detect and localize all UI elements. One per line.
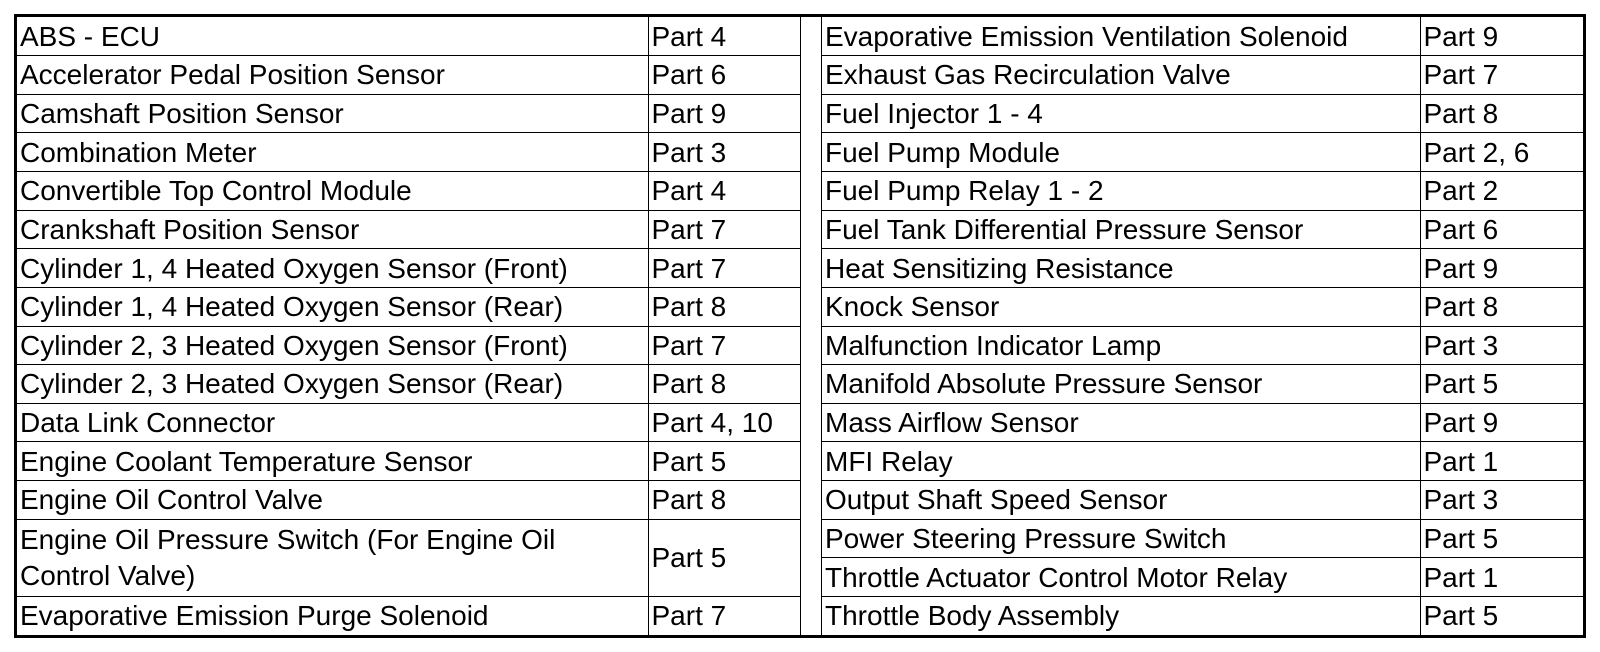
table-row	[17, 365, 800, 404]
component-cell: Data Link Connector	[17, 403, 648, 442]
part-cell: Part 6	[1420, 210, 1583, 249]
component-cell: Knock Sensor	[822, 287, 1420, 326]
component-cell: Engine Oil Control Valve	[17, 481, 648, 520]
component-cell: Fuel Tank Differential Pressure Sensor	[822, 210, 1420, 249]
component-cell: Evaporative Emission Purge Solenoid	[17, 596, 648, 635]
component-cell: Cylinder 2, 3 Heated Oxygen Sensor (Rear)	[17, 365, 648, 404]
component-cell: Engine Oil Pressure Switch (For Engine Oil Control Valve)	[17, 519, 648, 596]
component-cell: Engine Coolant Temperature Sensor	[17, 442, 648, 481]
component-cell: Accelerator Pedal Position Sensor	[17, 56, 648, 95]
table-row	[822, 94, 1583, 133]
table-row	[17, 17, 800, 56]
part-cell: Part 5	[648, 442, 800, 481]
column-gap	[800, 17, 822, 635]
table-row	[17, 210, 800, 249]
component-cell: Exhaust Gas Recirculation Valve	[822, 56, 1420, 95]
component-cell: Malfunction Indicator Lamp	[822, 326, 1420, 365]
part-cell: Part 8	[648, 365, 800, 404]
component-cell: Evaporative Emission Ventilation Solenoid	[822, 17, 1420, 56]
table-row	[17, 403, 800, 442]
table-row	[17, 326, 800, 365]
part-cell: Part 9	[1420, 403, 1583, 442]
part-cell: Part 2, 6	[1420, 133, 1583, 172]
table-row	[822, 210, 1583, 249]
component-cell: Fuel Injector 1 - 4	[822, 94, 1420, 133]
component-cell: Combination Meter	[17, 133, 648, 172]
table-row	[822, 326, 1583, 365]
component-cell: Cylinder 2, 3 Heated Oxygen Sensor (Front)	[17, 326, 648, 365]
part-cell: Part 2	[1420, 172, 1583, 211]
part-cell: Part 7	[648, 596, 800, 635]
table-row	[822, 172, 1583, 211]
table-row	[822, 442, 1583, 481]
part-cell: Part 8	[1420, 94, 1583, 133]
part-cell: Part 4	[648, 17, 800, 56]
component-cell: Cylinder 1, 4 Heated Oxygen Sensor (Rear)	[17, 287, 648, 326]
part-cell: Part 5	[1420, 519, 1583, 558]
table-row	[822, 403, 1583, 442]
table-row	[822, 17, 1583, 56]
component-cell: Throttle Body Assembly	[822, 596, 1420, 635]
table-row	[822, 133, 1583, 172]
component-cell: Fuel Pump Relay 1 - 2	[822, 172, 1420, 211]
right-table	[822, 17, 1583, 635]
part-cell: Part 4	[648, 172, 800, 211]
table-row	[17, 133, 800, 172]
component-cell: Cylinder 1, 4 Heated Oxygen Sensor (Front)	[17, 249, 648, 288]
component-index-table	[14, 14, 1586, 638]
component-cell: ABS - ECU	[17, 17, 648, 56]
part-cell: Part 5	[648, 519, 800, 596]
part-cell: Part 7	[648, 326, 800, 365]
component-cell: Crankshaft Position Sensor	[17, 210, 648, 249]
component-cell: MFI Relay	[822, 442, 1420, 481]
table-row	[822, 56, 1583, 95]
part-cell: Part 7	[648, 249, 800, 288]
part-cell: Part 7	[648, 210, 800, 249]
table-row	[822, 596, 1583, 635]
component-cell: Convertible Top Control Module	[17, 172, 648, 211]
table-row	[822, 558, 1583, 597]
part-cell: Part 1	[1420, 558, 1583, 597]
part-cell: Part 5	[1420, 596, 1583, 635]
part-cell: Part 8	[1420, 287, 1583, 326]
right-column	[822, 17, 1583, 635]
part-cell: Part 9	[648, 94, 800, 133]
component-cell: Manifold Absolute Pressure Sensor	[822, 365, 1420, 404]
table-row	[822, 519, 1583, 558]
component-cell: Output Shaft Speed Sensor	[822, 481, 1420, 520]
table-row	[822, 287, 1583, 326]
component-cell: Throttle Actuator Control Motor Relay	[822, 558, 1420, 597]
table-row	[17, 249, 800, 288]
table-row	[822, 481, 1583, 520]
component-cell: Camshaft Position Sensor	[17, 94, 648, 133]
part-cell: Part 8	[648, 481, 800, 520]
part-cell: Part 9	[1420, 249, 1583, 288]
part-cell: Part 3	[648, 133, 800, 172]
table-row	[17, 481, 800, 520]
part-cell: Part 1	[1420, 442, 1583, 481]
table-row	[17, 172, 800, 211]
table-row	[17, 519, 800, 596]
part-cell: Part 6	[648, 56, 800, 95]
part-cell: Part 5	[1420, 365, 1583, 404]
part-cell: Part 3	[1420, 481, 1583, 520]
table-row	[822, 365, 1583, 404]
component-cell: Heat Sensitizing Resistance	[822, 249, 1420, 288]
left-table	[17, 17, 800, 635]
component-cell: Mass Airflow Sensor	[822, 403, 1420, 442]
component-cell: Power Steering Pressure Switch	[822, 519, 1420, 558]
table-row	[17, 287, 800, 326]
component-cell: Fuel Pump Module	[822, 133, 1420, 172]
table-row	[17, 94, 800, 133]
part-cell: Part 3	[1420, 326, 1583, 365]
part-cell: Part 7	[1420, 56, 1583, 95]
table-row	[17, 56, 800, 95]
left-column	[17, 17, 800, 635]
part-cell: Part 9	[1420, 17, 1583, 56]
part-cell: Part 4, 10	[648, 403, 800, 442]
part-cell: Part 8	[648, 287, 800, 326]
table-row	[17, 442, 800, 481]
table-row	[822, 249, 1583, 288]
table-row	[17, 596, 800, 635]
